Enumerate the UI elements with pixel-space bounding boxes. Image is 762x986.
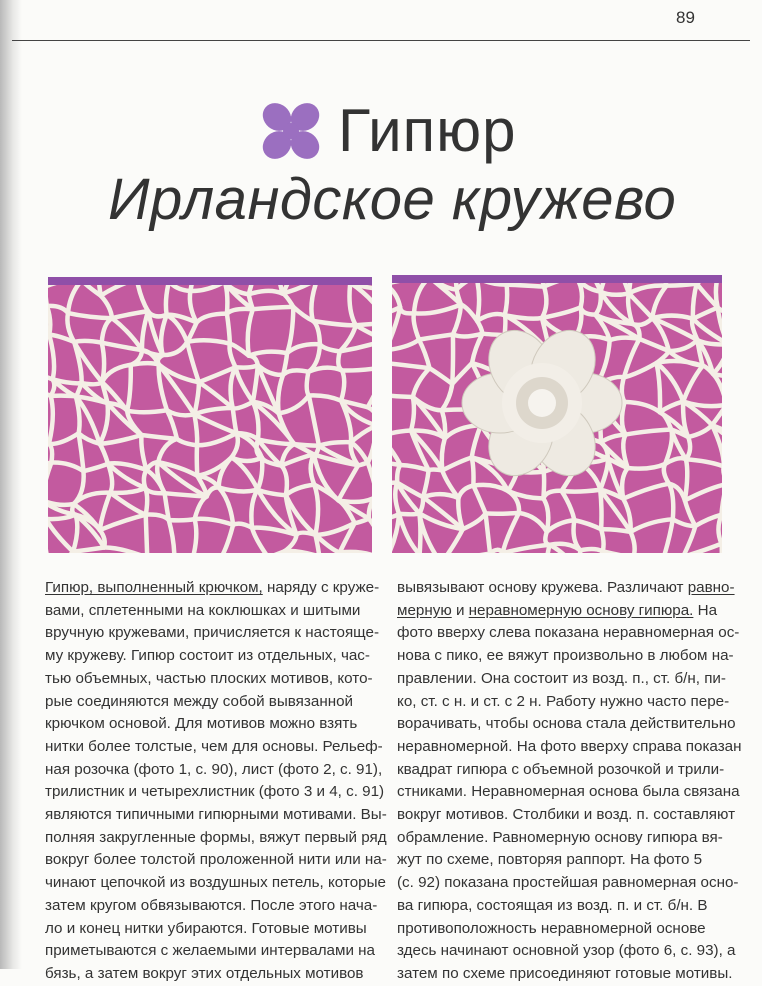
text-segment: бязь, а затем вокруг этих отдельных мотивов — [45, 964, 364, 982]
text-line — [45, 713, 387, 736]
text-segment: ло и конец нитки убираются. Готовые мотивы — [45, 919, 367, 937]
text-segment: нова с пико, ее вяжут произвольно в любом на- — [397, 647, 734, 665]
underlined-term: неравномерную основу гипюра. — [468, 601, 694, 619]
text-segment: рые соединяются между собой вывязанной — [45, 692, 354, 710]
page-number: 89 — [676, 8, 695, 27]
text-segment: наряду с круже- — [262, 579, 380, 596]
text-line — [397, 918, 742, 941]
text-line — [397, 940, 742, 963]
text-segment: крючком основой. Для мотивов можно взять — [45, 715, 358, 733]
text-segment: ко, ст. с н. и ст. с 2 н. Работу нужно часто пере- — [397, 692, 730, 710]
text-line — [45, 600, 387, 623]
underlined-term: равно- — [687, 579, 735, 596]
text-segment: вокруг более толстой проложенной нити или на- — [45, 851, 387, 869]
header-rule — [12, 40, 750, 41]
text-line — [397, 963, 742, 986]
text-segment: тью объемных, частью плоских мотивов, кото- — [45, 669, 373, 687]
text-column-right — [397, 577, 742, 986]
rose-trefoil-square-photo — [392, 275, 722, 553]
text-line — [45, 940, 387, 963]
text-line — [45, 645, 387, 668]
text-line — [45, 781, 387, 804]
text-segment: здесь начинают основной узор (фото 6, с. 93), а — [397, 942, 736, 960]
underlined-term: мерную — [397, 601, 452, 619]
text-line — [45, 804, 387, 827]
text-segment: нитки более толстые, чем для основы. Рельеф- — [45, 737, 383, 755]
text-line — [397, 759, 742, 782]
text-segment: обрамление. Равномерную основу гипюра вя- — [397, 828, 723, 846]
text-column-left — [45, 577, 387, 986]
text-line — [45, 963, 387, 986]
text-line — [397, 804, 742, 827]
text-line — [397, 645, 742, 668]
lace-mesh — [48, 285, 372, 553]
text-line — [45, 691, 387, 714]
text-segment: противоположность неравномерной основе — [397, 919, 706, 937]
photo-accent-band — [48, 277, 372, 285]
text-segment: являются типичными гипюрными мотивами. Вы- — [45, 806, 387, 824]
page-subtitle: Ирландское кружево — [108, 167, 677, 232]
photo-accent-band — [392, 275, 722, 283]
text-segment: (с. 92) показана простейшая равномерная осно- — [397, 874, 739, 892]
text-segment: вывязывают основу кружева. Различают — [397, 579, 688, 596]
text-segment: правлении. Она состоит из возд. п., ст. б/н, пи- — [397, 669, 726, 687]
text-segment: квадрат гипюра с объемной розочкой и трили- — [397, 760, 725, 778]
text-line — [397, 577, 742, 600]
butterfly-icon — [260, 100, 322, 162]
text-line — [397, 895, 742, 918]
text-line — [397, 600, 742, 623]
text-line — [45, 668, 387, 691]
text-line — [45, 736, 387, 759]
text-segment: затем по схеме присоединяют готовые мотивы. — [397, 964, 733, 982]
text-line — [45, 849, 387, 872]
text-line — [45, 872, 387, 895]
text-segment: вами, сплетенными на коклюшках и шитыми — [45, 601, 361, 619]
text-line — [397, 872, 742, 895]
text-segment: На — [693, 601, 718, 619]
underlined-term: Гипюр, выполненный крючком, — [45, 579, 263, 596]
text-line — [45, 827, 387, 850]
page-binding-shadow — [0, 0, 22, 969]
text-line — [397, 668, 742, 691]
text-segment: вручную кружевами, причисляется к настояще- — [45, 624, 380, 642]
text-segment: му кружеву. Гипюр состоит из отдельных, час- — [45, 647, 370, 665]
text-segment: трилистник и четырехлистник (фото 3 и 4, с. 91) — [45, 783, 385, 801]
text-segment: и — [451, 601, 469, 619]
text-line — [397, 691, 742, 714]
text-segment: чинают цепочкой из воздушных петель, которые — [45, 874, 386, 892]
text-segment: стниками. Неравномерная основа была связана — [397, 783, 740, 801]
text-line — [45, 622, 387, 645]
text-segment: ная розочка (фото 1, с. 90), лист (фото 2, с. 91), — [45, 760, 383, 778]
text-line — [45, 918, 387, 941]
text-segment: ва гипюра, состоящая из возд. п. и ст. б/н. В — [397, 896, 708, 914]
text-line — [45, 577, 387, 600]
lace-mesh — [392, 283, 722, 553]
text-segment: фото вверху слева показана неравномерная ос- — [397, 624, 740, 642]
text-line — [397, 827, 742, 850]
text-segment: полняя закругленные формы, вяжут первый ряд — [45, 828, 387, 846]
text-line — [397, 713, 742, 736]
text-line — [397, 622, 742, 645]
text-line — [45, 759, 387, 782]
text-line — [397, 849, 742, 872]
uneven-base-lace-photo — [48, 277, 372, 553]
text-line — [397, 736, 742, 759]
text-segment: приметываются с желаемыми интервалами на — [45, 942, 375, 960]
text-line — [45, 895, 387, 918]
text-segment: жут по схеме, повторяя раппорт. На фото 5 — [397, 851, 703, 869]
text-segment: неравномерной. На фото вверху справа показан — [397, 737, 742, 755]
text-segment: вокруг мотивов. Столбики и возд. п. составляют — [397, 806, 736, 824]
page-title: Гипюр — [338, 97, 517, 164]
text-segment: затем кругом обвязываются. После этого нача- — [45, 896, 378, 914]
text-segment: ворачивать, чтобы основа стала действительно — [397, 715, 736, 733]
text-line — [397, 781, 742, 804]
